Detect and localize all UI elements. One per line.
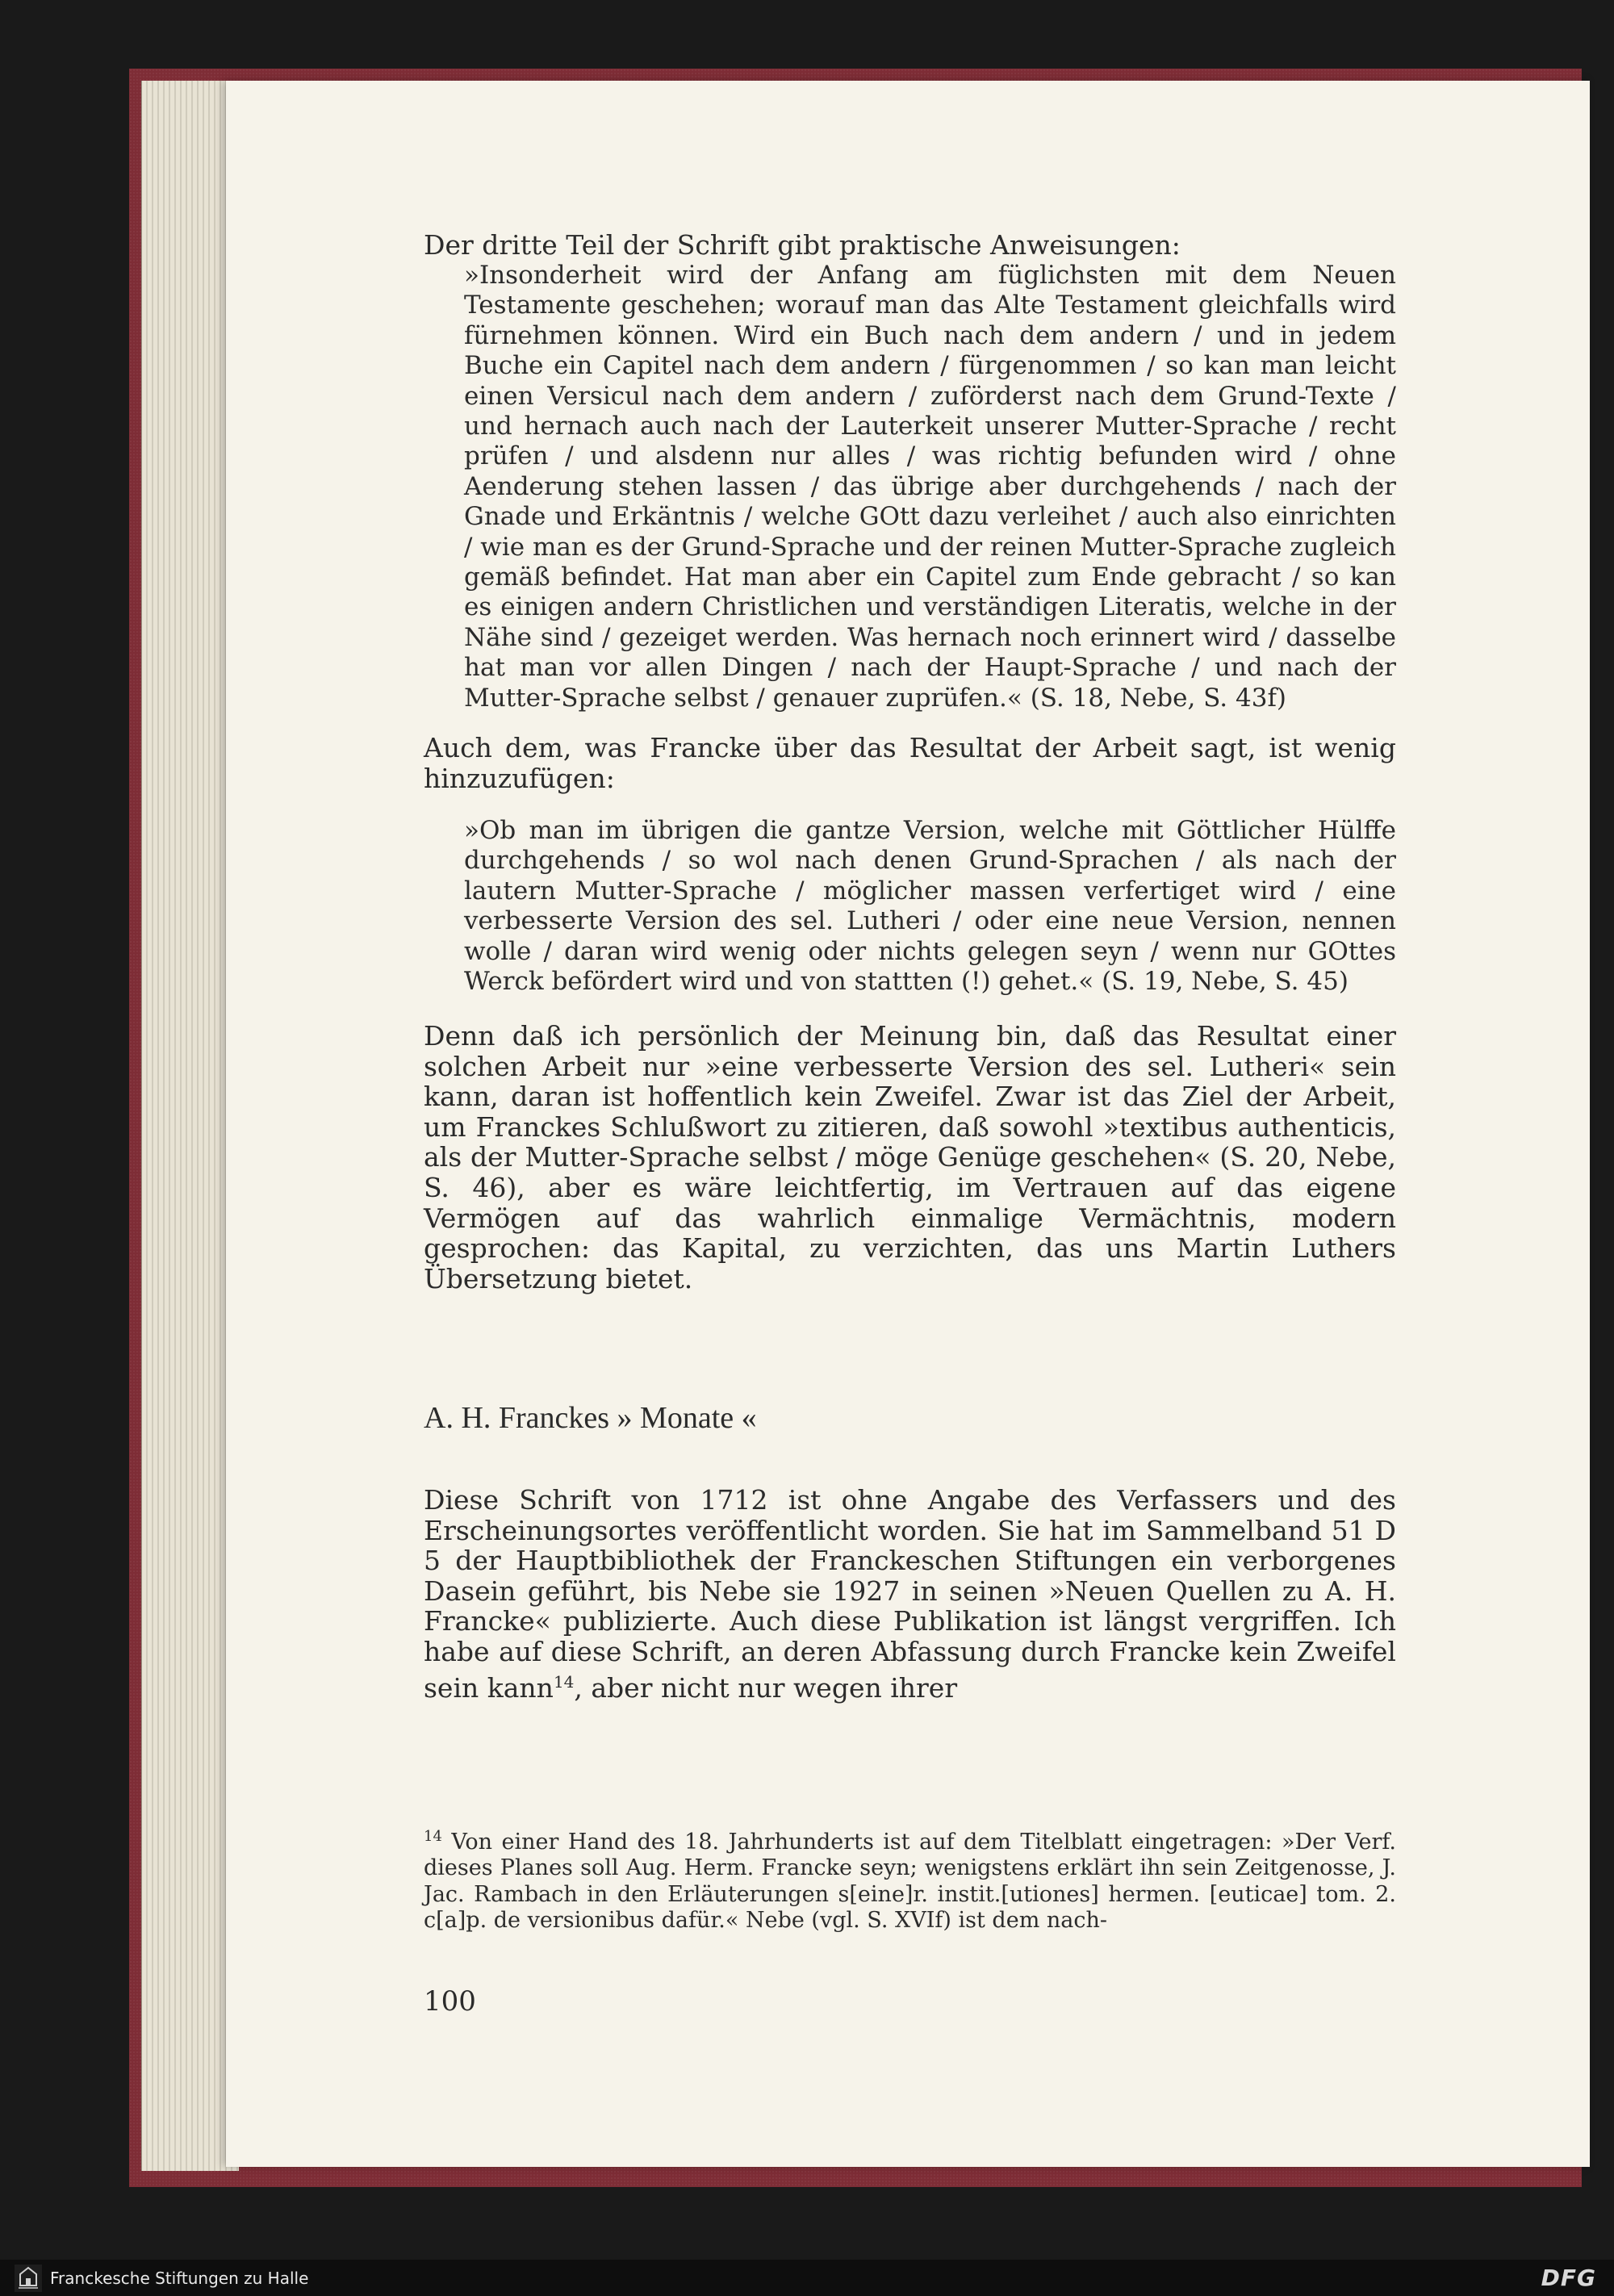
footnote-text: Von einer Hand des 18. Jahrhunderts ist auf dem Titelblatt eingetragen: »Der Verf. dieses Planes soll Aug. Herm. Francke seyn; wenigstens erklärt ihn sein Zeitgenosse, J. Jac. Rambach in den Erläuterungen s[eine]r. instit.[utiones] hermen. [euticae] tom. 2. c[a]p. de versionibus dafür.« Nebe (vgl. S. XVIf) ist dem nach- bbox=[424, 1830, 1396, 1934]
footnote-number: 14 bbox=[424, 1828, 442, 1845]
page-edges bbox=[141, 81, 239, 2171]
franckesche-stiftungen-logo-icon[interactable] bbox=[15, 2265, 42, 2292]
viewer-footer bbox=[0, 2260, 1614, 2296]
block-quote-1: »Insonderheit wird der Anfang am füglichsten mit dem Neuen Testamente geschehen; worauf man das Alte Testament gleichfalls wird fürnehmen können. Wird ein Buch nach dem andern / und in jedem Buche ein Capitel nach dem andern / fürgenommen / so kan man leicht einen Versicul nach dem andern / zuförderst nach dem Grund-Texte / und hernach auch nach der Lauterkeit unserer Mutter-Sprache / recht prüfen / und alsdenn nur alles / was richtig befunden wird / ohne Aenderung stehen lassen / das übrige aber durchgehends / nach der Gnade und Erkäntnis / welche GOtt dazu verleihet / auch also einrichten / wie man es der Grund-Sprache und der reinen Mutter-Sprache zugleich gemäß befindet. Hat man aber ein Capitel zum Ende gebracht / so kan es einigen andern Christlichen und verständigen Literatis, welche in der Nähe sind / gezeiget werden. Was hernach noch erinnert wird / dasselbe hat man vor allen Dingen / nach der Haupt-Sprache / und nach der Mutter-Sprache selbst / genauer zuprüfen.« (S. 18, Nebe, S. 43f) bbox=[464, 261, 1396, 713]
block-quote-2: »Ob man im übrigen die gantze Version, welche mit Göttlicher Hülffe durchgehends / so wol nach denen Grund-Sprachen / als nach der lautern Mutter-Sprache / möglicher massen verfertiget wird / eine verbesserte Version des sel. Lutheri / oder eine neue Version, nennen wolle / daran wird wenig oder nichts gelegen seyn / wenn nur GOttes Werck befördert wird und von stattten (!) gehet.« (S. 19, Nebe, S. 45) bbox=[464, 816, 1396, 997]
paragraph-3: Denn daß ich persönlich der Meinung bin, daß das Resultat einer solchen Arbeit nur »eine verbesserte Version des sel. Lutheri« sein kann, daran ist hoffentlich kein Zweifel. Zwar ist das Ziel der Arbeit, um Franckes Schlußwort zu zitieren, daß sowohl »textibus authenticis, als der Mutter-Sprache selbst / möge Genüge geschehen« (S. 20, Nebe, S. 46), aber es wäre leichtfertig, im Vertrauen auf das eigene Vermögen auf das wahrlich einmalige Vermächtnis, modern gesprochen: das Kapital, zu verzichten, das uns Martin Luthers Übersetzung bietet. bbox=[424, 1020, 1396, 1294]
paragraph-4 bbox=[424, 1485, 1396, 1703]
page-number: 100 bbox=[424, 1985, 476, 2018]
paragraph-4-text: Diese Schrift von 1712 ist ohne Angabe des Verfassers und des Erscheinungsortes veröffentlicht worden. Sie hat im Sammelband 51 D 5 der Hauptbibliothek der Franckeschen Stiftungen ein verborgenes Dasein geführt, bis Nebe sie 1927 in seinen »Neuen Quellen zu A. H. Francke« publizierte. Auch diese Publikation ist längst vergriffen. Ich habe auf diese Schrift, an deren Abfassung durch Francke kein Zweifel sein kann bbox=[424, 1484, 1396, 1704]
dfg-logo[interactable]: DFG bbox=[1541, 2265, 1596, 2291]
intro-line: Der dritte Teil der Schrift gibt praktische Anweisungen: bbox=[424, 229, 1181, 261]
paragraph-4-text-end: , aber nicht nur wegen ihrer bbox=[574, 1671, 958, 1704]
footnote-reference[interactable]: 14 bbox=[553, 1671, 575, 1692]
paragraph-2: Auch dem, was Francke über das Resultat der Arbeit sagt, ist wenig hinzuzufügen: bbox=[424, 732, 1396, 794]
section-heading: A. H. Franckes » Monate « bbox=[424, 1401, 757, 1435]
book-page bbox=[226, 81, 1590, 2167]
institution-name[interactable]: Franckesche Stiftungen zu Halle bbox=[50, 2269, 309, 2288]
footnote bbox=[424, 1824, 1396, 1934]
